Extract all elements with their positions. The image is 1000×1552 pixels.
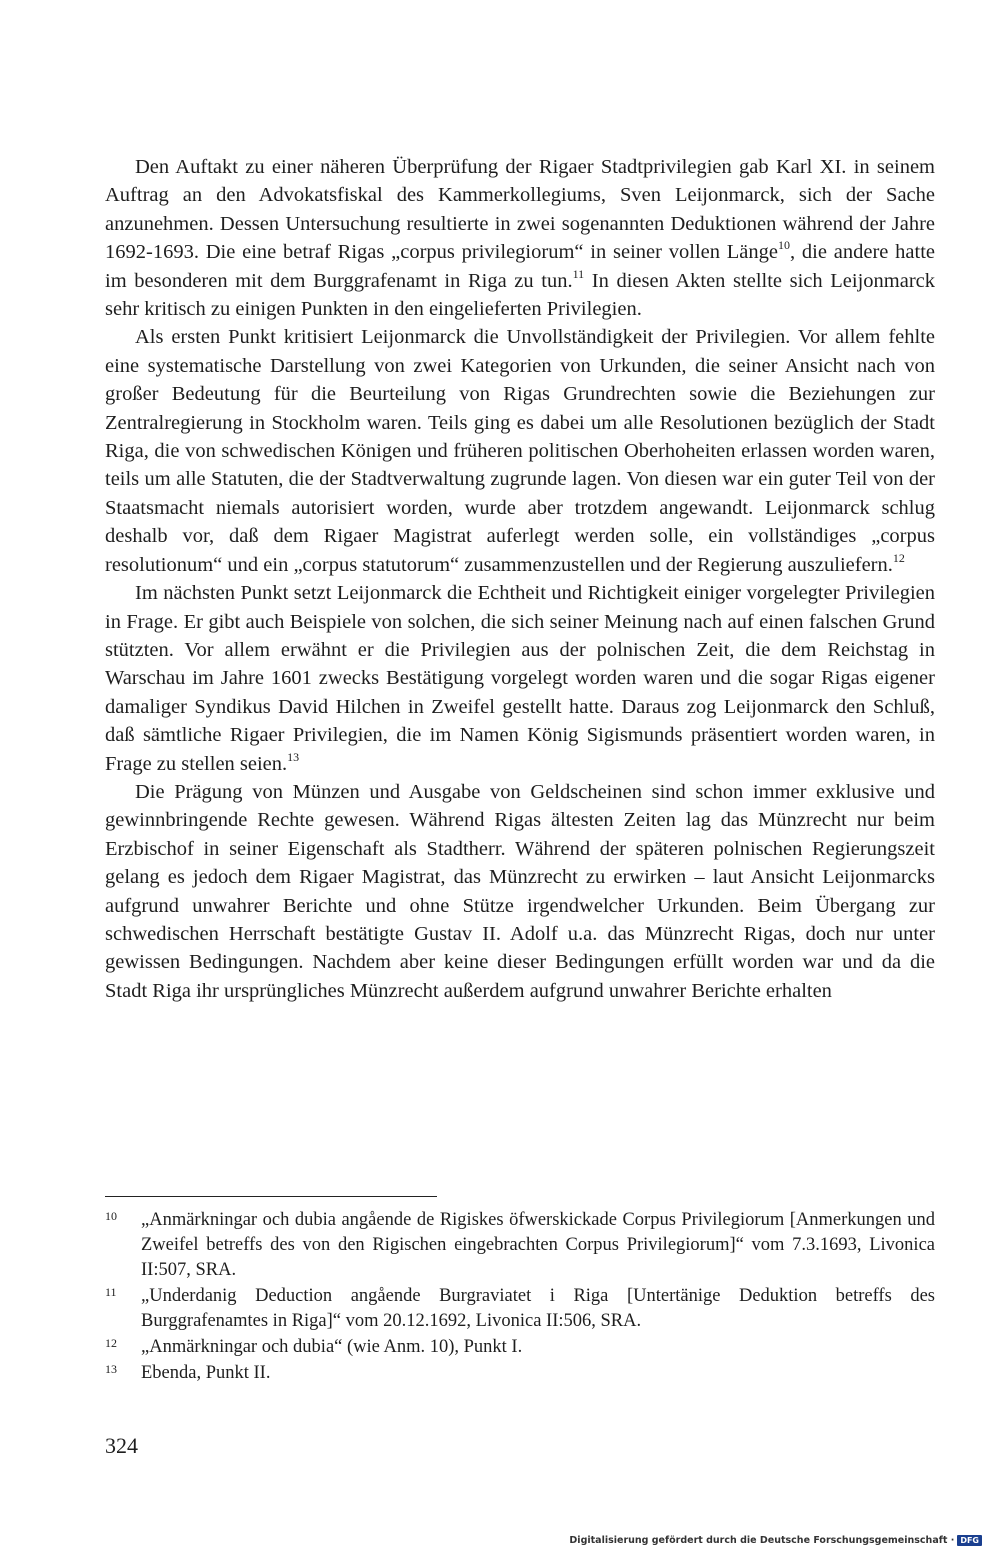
footnote-ref[interactable]: 11 [572, 266, 585, 281]
footnote-number: 11 [105, 1285, 117, 1299]
main-text [105, 153, 935, 1005]
footnote-number: 12 [105, 1336, 117, 1350]
footnote-text: Ebenda, Punkt II. [141, 1363, 271, 1383]
paragraph-1 [105, 153, 935, 323]
paragraph-text: In diesen Akten stellte sich Leijonmarck sehr kritisch zu einigen Punkten in den eingelieferten Privilegien. [105, 269, 935, 321]
paragraph-3 [105, 579, 935, 778]
footnote-text: „Anmärkningar och dubia“ (wie Anm. 10), Punkt I. [141, 1337, 523, 1357]
footnote-number: 10 [105, 1209, 117, 1223]
paragraph-text: Als ersten Punkt kritisiert Leijonmarck die Unvollständigkeit der Privilegien. Vor allem fehlte eine systematische Darstellung von zwei Kategorien von Urkunden, die seiner Ansicht nach von großer Bedeutung für die Beurteilung von Rigas Grundrechten sowie die Beziehungen zur Zentralregierung in Stockholm waren. Teils ging es dabei um alle Resolutionen bezüglich der Stadt Riga, die von schwedischen Königen und früheren politischen Oberhoheiten erlassen worden waren, teils um alle Statuten, die der Stadtverwaltung zugrunde lagen. Von diesen war ein guter Teil von der Staatsmacht niemals autorisiert worden, wurde aber trotzdem angewandt. Leijonmarck schlug deshalb vor, daß dem Rigaer Magistrat auferlegt werden solle, ein vollständiges „corpus resolutionum“ und ein „corpus statutorum“ zusammenzustellen und der Regierung auszuliefern. [105, 326, 935, 576]
footnote [105, 1361, 935, 1386]
footnote [105, 1208, 935, 1283]
page-number: 324 [105, 1433, 138, 1458]
paragraph-text: Im nächsten Punkt setzt Leijonmarck die Echtheit und Richtigkeit einiger vorgelegter Privilegien in Frage. Er gibt auch Beispiele von solchen, die sich seiner Meinung nach auf einen falschen Grund stützten. Vor allem erwähnt er die Privilegien aus der polnischen Zeit, die dem Reichstag in Warschau im Jahre 1601 zwecks Bestätigung vorgelegt worden waren und die sogar Rigas eigener damaliger Syndikus David Hilchen in Zweifel gestellt hatte. Daraus zog Leijonmarck den Schluß, daß sämtliche Rigaer Privilegien, die im Namen König Sigismunds präsentiert worden waren, in Frage zu stellen seien. [105, 582, 935, 775]
paragraph-text: Den Auftakt zu einer näheren Überprüfung der Rigaer Stadtprivilegien gab Karl XI. in seinem Auftrag an den Advokatsfiskal des Kammerkollegiums, Sven Leijonmarck, sich der Sache anzunehmen. Dessen Untersuchung resultierte in zwei sogenannten Deduktionen während der Jahre 1692-1693. Die eine betraf Rigas „corpus privilegiorum“ in seiner vollen Länge [105, 156, 935, 264]
paragraph-4 [105, 778, 935, 1005]
footnote-text: „Anmärkningar och dubia angående de Rigiskes öfwerskickade Corpus Privilegiorum [Anmerkungen und Zweifel betreffs des von den Rigischen eingebrachten Corpus Privilegiorum]“ vom 7.3.1693, Livonica II:507, SRA. [141, 1210, 935, 1280]
footnotes [105, 1208, 935, 1387]
footnote [105, 1284, 935, 1334]
footnote-separator [105, 1196, 437, 1197]
paragraph-2 [105, 323, 935, 579]
footnote-ref[interactable]: 12 [892, 550, 905, 565]
paragraph-text: Die Prägung von Münzen und Ausgabe von Geldscheinen sind schon immer exklusive und gewinnbringende Rechte gewesen. Während Rigas ältesten Zeiten lag das Münzrecht nur beim Erzbischof in seiner Eigenschaft als Stadtherr. Während der späteren polnischen Regierungszeit gelang es jedoch dem Rigaer Magistrat, das Münzrecht zu erwirken – laut Ansicht Leijonmarcks aufgrund unwahrer Berichte und ohne Stütze irgendwelcher Urkunden. Beim Übergang zur schwedischen Herrschaft bestätigte Gustav II. Adolf u.a. das Münzrecht Rigas, doch nur unter gewissen Bedingungen. Nachdem aber keine dieser Bedingungen erfüllt worden war und da die Stadt Riga ihr ursprüngliches Münzrecht außerdem aufgrund unwahrer Berichte erhalten [105, 780, 935, 1002]
footnote-text: „Underdanig Deduction angående Burgraviatet i Riga [Untertänige Deduktion betreffs des Burggrafenamtes in Riga]“ vom 20.12.1692, Livonica II:506, SRA. [141, 1286, 935, 1331]
funding-notice [569, 1535, 982, 1546]
footnote-ref[interactable]: 13 [287, 749, 300, 764]
footnote-ref[interactable]: 10 [778, 238, 790, 253]
paragraph-text: , die andere hatte im besonderen mit dem Burggrafenamt in Riga zu tun. [105, 241, 935, 292]
footnote [105, 1335, 935, 1360]
footnote-number: 13 [105, 1362, 117, 1376]
dfg-logo-icon: DFG [957, 1535, 982, 1546]
funding-notice-text: Digitalisierung gefördert durch die Deutsche Forschungsgemeinschaft · [569, 1535, 955, 1546]
